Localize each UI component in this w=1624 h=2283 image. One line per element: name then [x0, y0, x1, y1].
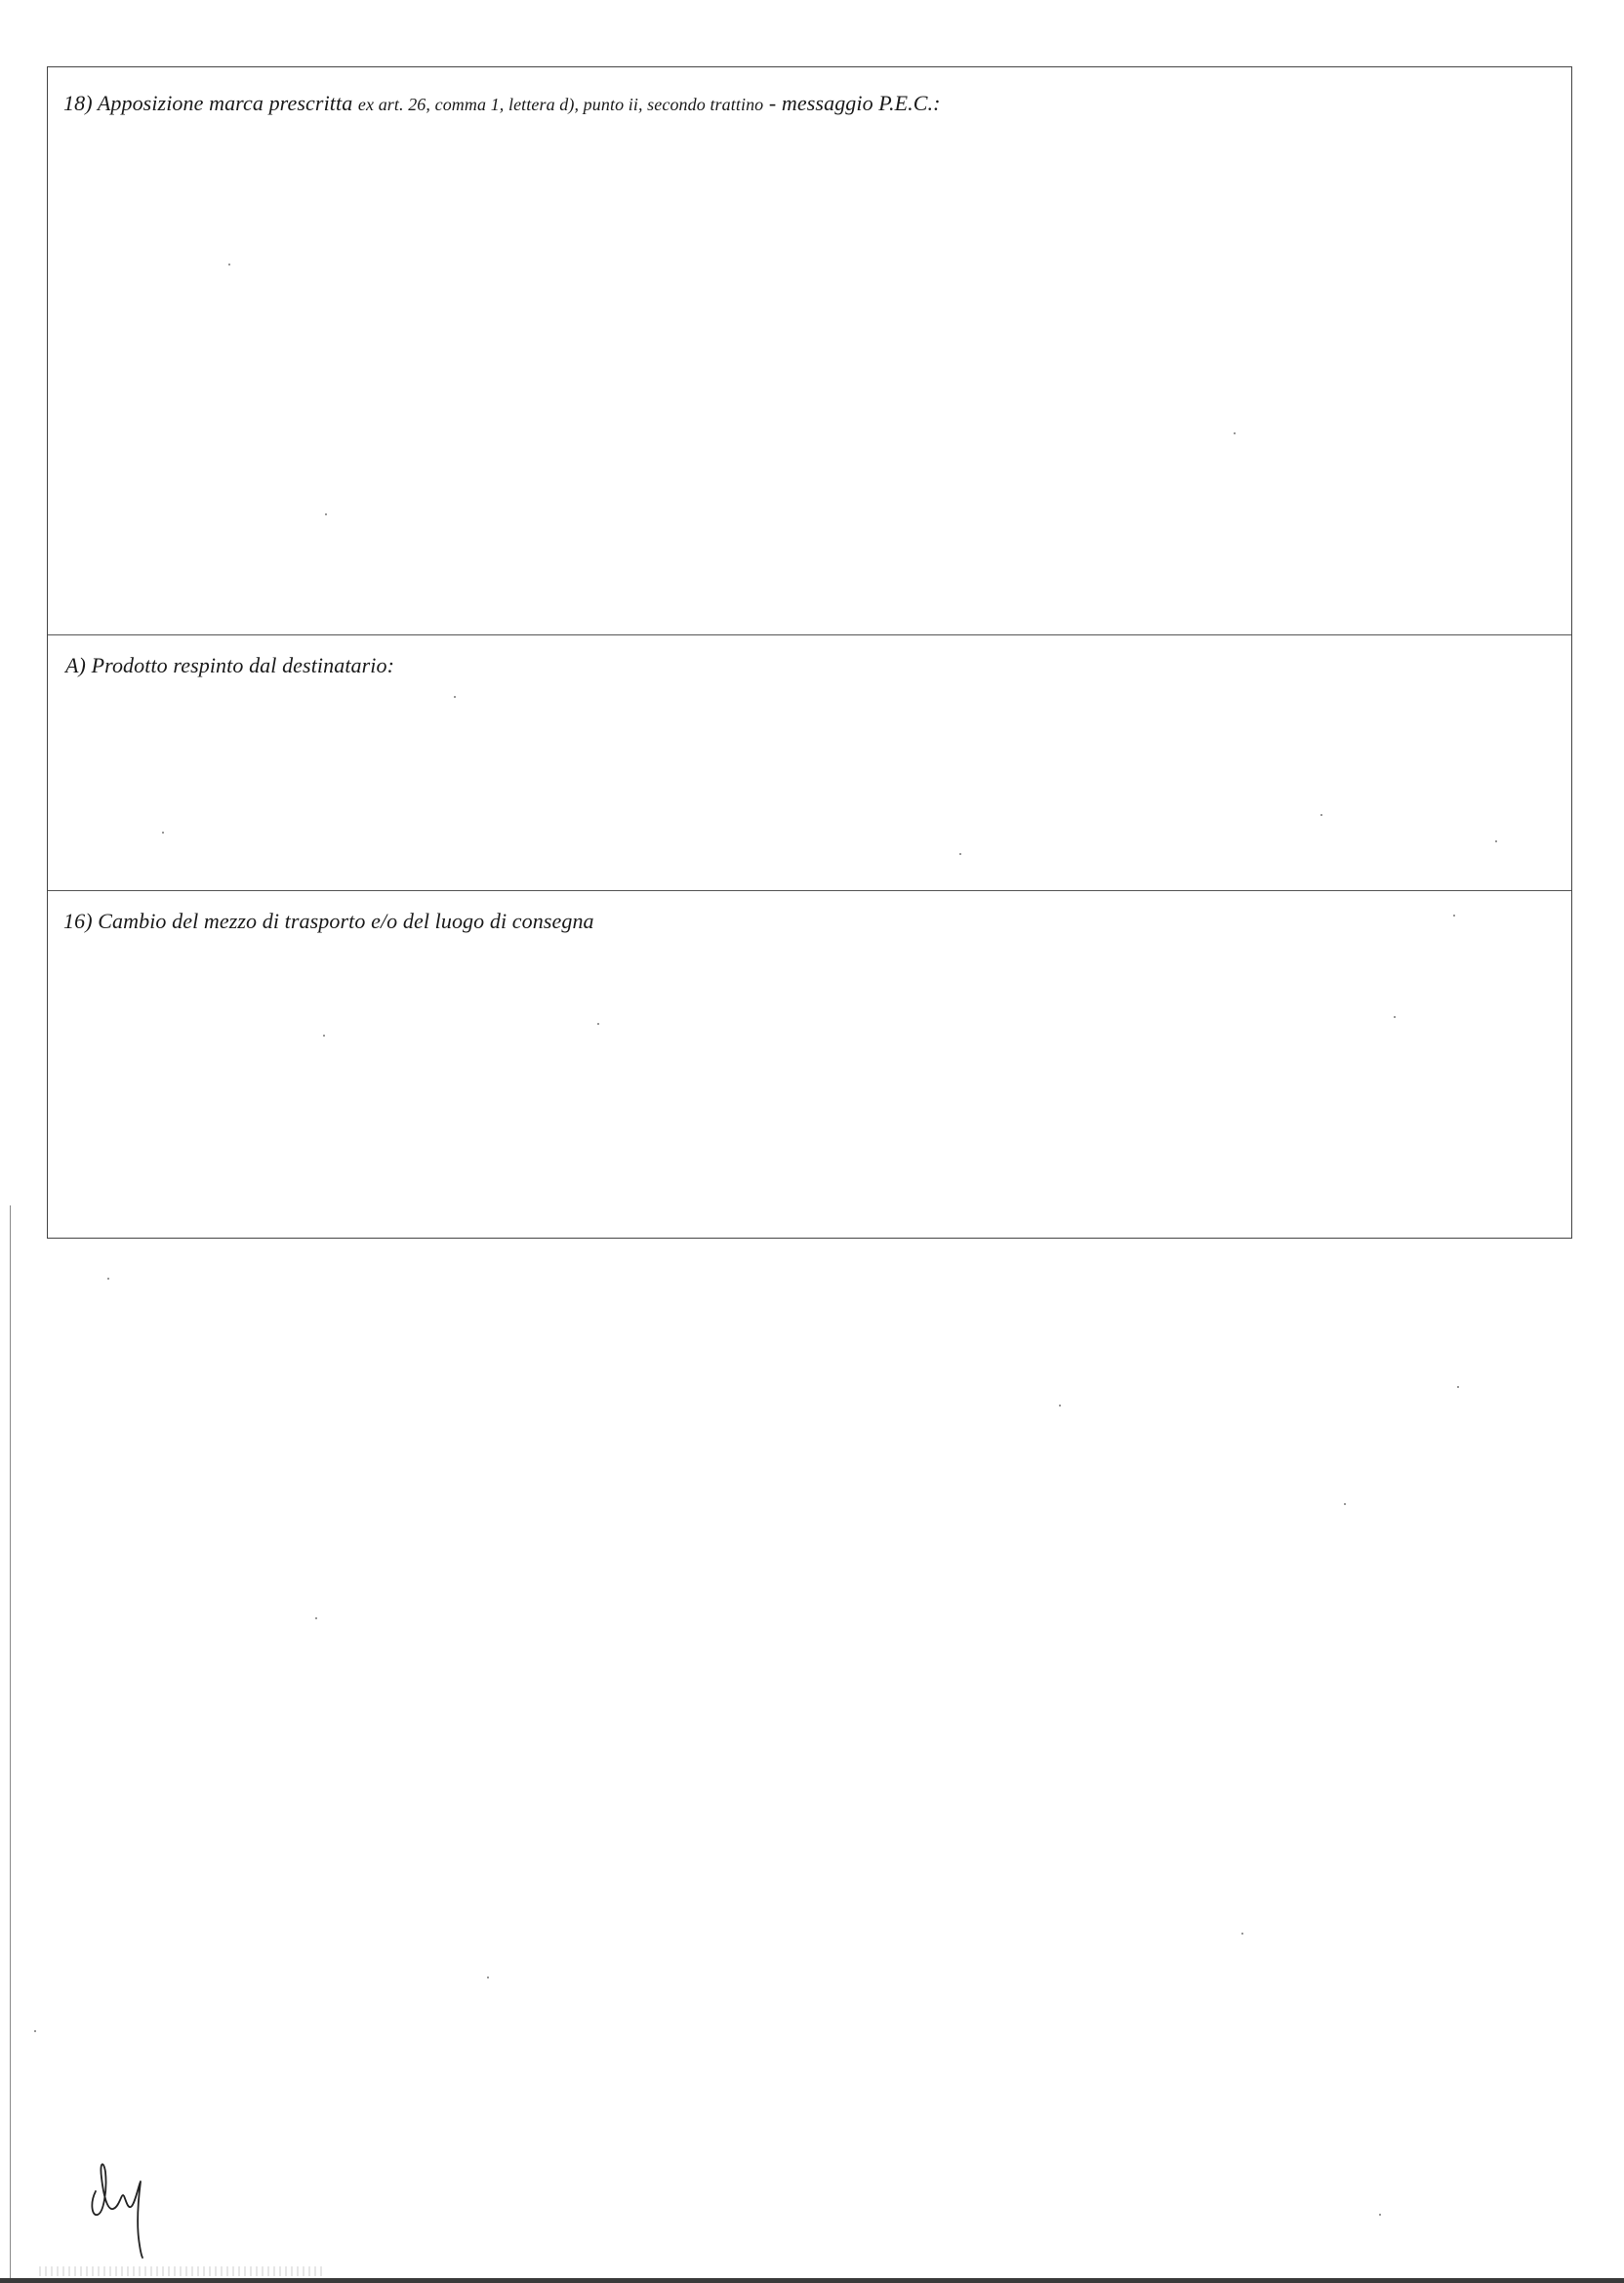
scan-speck [34, 2030, 36, 2032]
scan-noise-strip [39, 2266, 322, 2276]
form-table [47, 66, 1572, 1239]
scan-speck [1241, 1933, 1243, 1935]
scan-speck [487, 1977, 489, 1978]
section-16-label: 16) Cambio del mezzo di trasporto e/o del luogo di consegna [63, 909, 594, 933]
section-a-label: A) Prodotto respinto dal destinatario: [65, 653, 395, 677]
section-a-prodotto-respinto [48, 634, 1571, 890]
scan-speck [1394, 1016, 1396, 1018]
section-18-label-reference: ex art. 26, comma 1, lettera d), punto ii, secondo trattino [357, 95, 764, 114]
section-18-label [63, 91, 941, 116]
section-18-marca-pec [48, 67, 1571, 634]
scan-speck [597, 1023, 599, 1025]
scan-speck [162, 832, 164, 834]
handwritten-signature [84, 2152, 172, 2260]
scan-speck [1457, 1386, 1459, 1388]
scan-speck [228, 264, 230, 265]
scan-speck [323, 1035, 325, 1037]
scan-speck [325, 513, 327, 515]
section-16-cambio-trasporto [48, 890, 1571, 1237]
scan-speck [454, 696, 456, 698]
page-left-edge [10, 1205, 11, 2279]
section-18-label-main: 18) Apposizione marca prescritta [63, 91, 353, 115]
section-18-label-tail: - messaggio P.E.C.: [768, 91, 941, 115]
scan-speck [1453, 915, 1455, 917]
scan-speck [1234, 432, 1236, 434]
scan-speck [107, 1278, 109, 1280]
scan-speck [1059, 1405, 1061, 1406]
scan-speck [1379, 2214, 1381, 2216]
scan-speck [1320, 814, 1322, 816]
scan-speck [1344, 1503, 1346, 1505]
scan-speck [1495, 840, 1497, 842]
scan-speck [959, 853, 961, 855]
page-bottom-edge [0, 2278, 1624, 2283]
scan-speck [315, 1617, 317, 1619]
